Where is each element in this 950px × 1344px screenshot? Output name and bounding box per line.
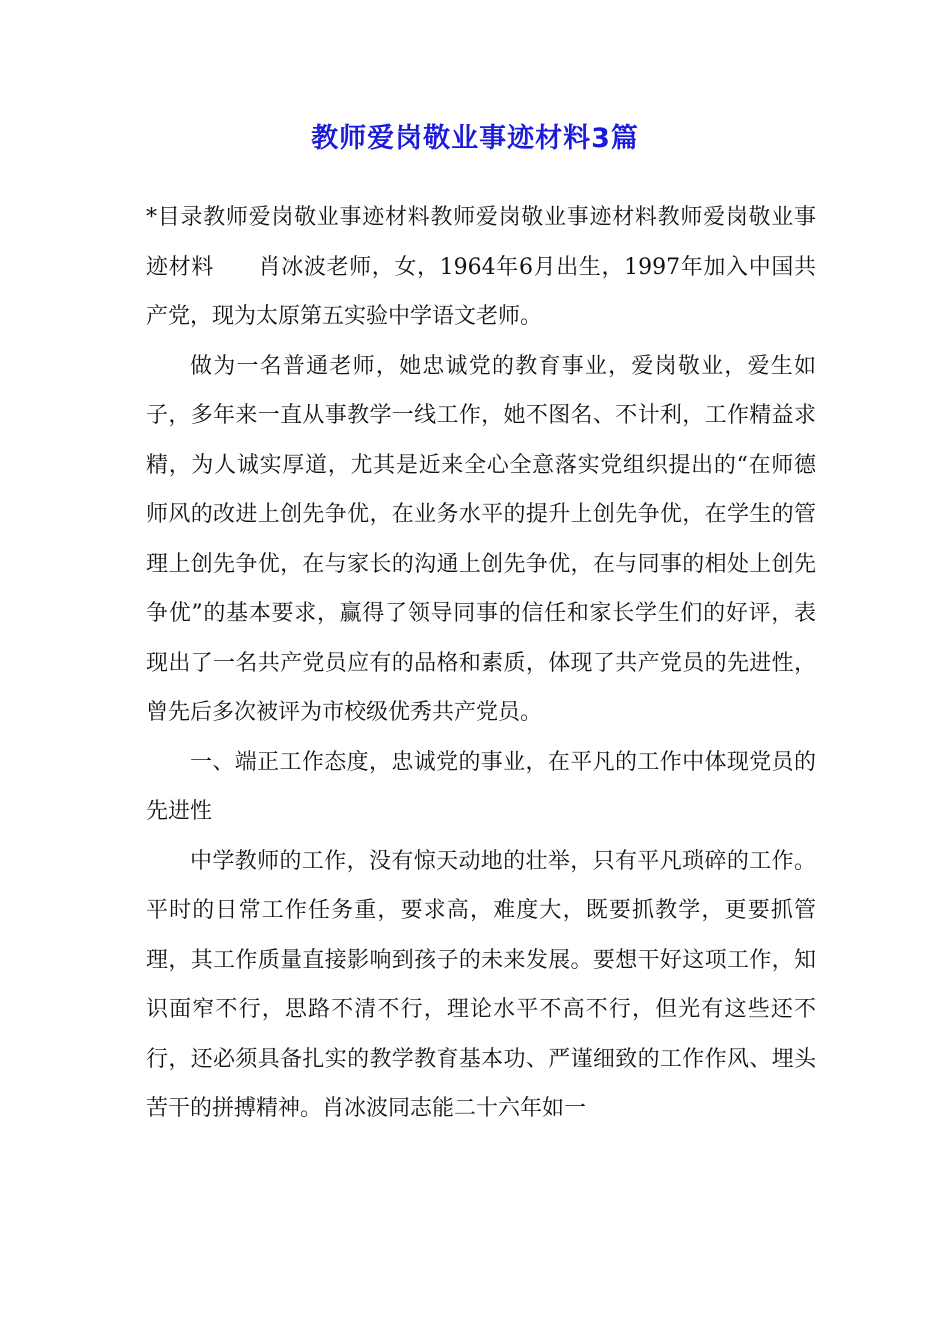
paragraph: 做为一名普通老师，她忠诚党的教育事业，爱岗敬业，爱生如子，多年来一直从事教学一线工作，她不图名、不计利，工作精益求精，为人诚实厚道，尤其是近来全心全意落实党组织提出的“在师德师风的改进上创先争优，在业务水平的提升上创先争优，在学生的管理上创先争优，在与家长的沟通上创先争优，在与同事的相处上创先争优”的基本要求，赢得了领导同事的信任和家长学生们的好评，表现出了一名共产党员应有的品格和素质，体现了共产党员的先进性，曾先后多次被评为市校级优秀共产党员。 — [146, 353, 816, 725]
document-title: 教师爱岗敬业事迹材料3篇 — [311, 123, 639, 154]
document-body — [146, 193, 816, 1134]
toc-line: *目录教师爱岗敬业事迹材料教师爱岗敬业事迹材料教师爱岗敬业事迹材料 — [146, 205, 816, 280]
toc-paragraph — [146, 193, 816, 342]
section-heading: 一、端正工作态度，忠诚党的事业，在平凡的工作中体现党员的先进性 — [146, 749, 816, 824]
paragraph: 中学教师的工作，没有惊天动地的壮举，只有平凡琐碎的工作。平时的日常工作任务重，要求高，难度大，既要抓教学，更要抓管理，其工作质量直接影响到孩子的未来发展。要想干好这项工作，知识面窄不行，思路不清不行，理论水平不高不行，但光有这些还不行，还必须具备扎实的教学教育基本功、严谨细致的工作作风、埋头苦干的拼搏精神。肖冰波同志能二十六年如一 — [146, 848, 816, 1121]
intro-paragraph: 肖冰波老师，女，1964年6月出生，1997年加入中国共产党，现为太原第五实验中学语文老师。 — [146, 254, 816, 329]
